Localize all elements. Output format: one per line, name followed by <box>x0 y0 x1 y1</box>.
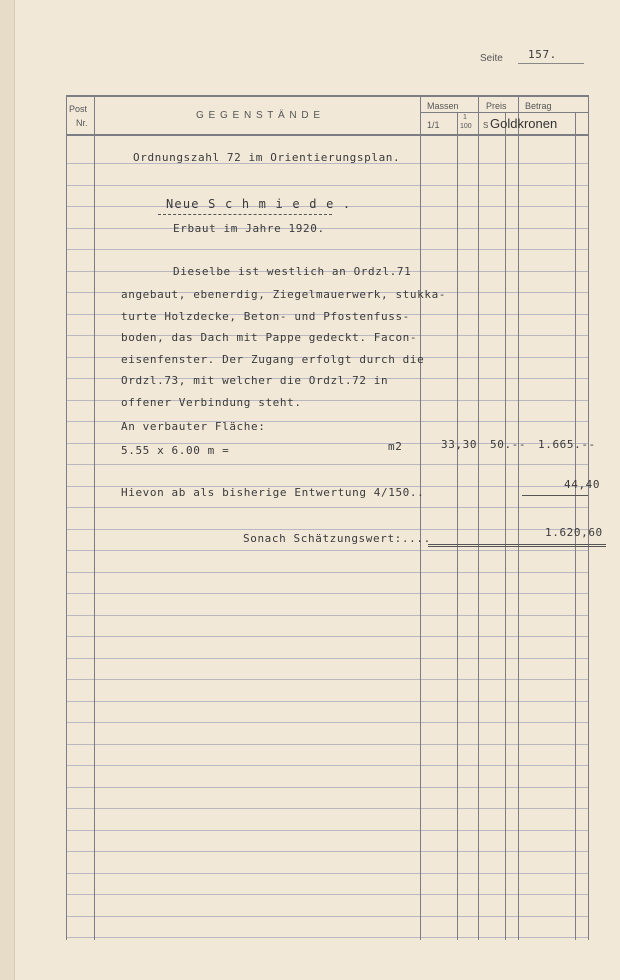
ruled-line <box>66 701 588 702</box>
area-calculation: 5.55 x 6.00 m = <box>121 444 230 457</box>
col-preis-divider <box>505 112 506 940</box>
area-label: An verbauter Fläche: <box>121 420 266 433</box>
ruled-line <box>66 916 588 917</box>
ruled-line <box>66 228 588 229</box>
result-double-underline <box>428 544 606 547</box>
ruled-line <box>66 464 588 465</box>
page-binding-edge <box>0 0 15 980</box>
page-label: Seite <box>480 53 503 64</box>
deduction-amount: 44,40 <box>564 478 601 491</box>
ruled-line <box>66 873 588 874</box>
ruled-line <box>66 507 588 508</box>
ruled-line <box>66 572 588 573</box>
ruled-line <box>66 830 588 831</box>
header-preis: Preis <box>486 101 507 111</box>
header-s: S <box>483 121 489 130</box>
table-top-border <box>66 95 588 97</box>
ruled-line <box>66 593 588 594</box>
title-underline <box>158 214 332 215</box>
ruled-line <box>66 937 588 938</box>
page-number-underline <box>518 63 584 64</box>
building-title: Neue S c h m i e d e . <box>166 197 352 211</box>
col-right-border <box>588 95 589 940</box>
result-text: Sonach Schätzungswert:.... <box>243 532 431 545</box>
description-line-3: turte Holzdecke, Beton- und Pfostenfuss- <box>121 310 410 323</box>
area-amount-value: 1.665.-- <box>538 438 596 451</box>
header-massen-whole: 1/1 <box>427 120 440 130</box>
header-nr: Nr. <box>76 118 88 128</box>
ruled-line <box>66 185 588 186</box>
col-left-border <box>66 95 67 940</box>
area-mass-value: 33,30 <box>441 438 478 451</box>
col-gegenstaende-divider <box>420 95 421 940</box>
col-preis-right <box>518 95 519 940</box>
col-massen-right <box>478 95 479 940</box>
description-line-2: angebaut, ebenerdig, Ziegelmauerwerk, stukka- <box>121 288 447 301</box>
ruled-line <box>66 808 588 809</box>
col-massen-divider <box>457 112 458 940</box>
ruled-line <box>66 851 588 852</box>
header-post: Post <box>69 104 88 114</box>
header-sub-divider <box>420 112 588 113</box>
header-massen-fraction-bottom: 100 <box>460 123 472 130</box>
col-post-divider <box>94 95 95 940</box>
description-line-6: Ordzl.73, mit welcher die Ordzl.72 in <box>121 374 389 387</box>
ordnungszahl-line: Ordnungszahl 72 im Orientierungsplan. <box>133 151 401 164</box>
ruled-line <box>66 615 588 616</box>
area-unit: m2 <box>388 440 403 453</box>
ruled-line <box>66 249 588 250</box>
ruled-line <box>66 529 588 530</box>
deduction-underline <box>522 495 588 496</box>
ruled-line <box>66 636 588 637</box>
header-goldkronen: Goldkronen <box>490 116 558 131</box>
description-line-5: eisenfenster. Der Zugang erfolgt durch die <box>121 353 425 366</box>
header-massen-fraction-top: 1 <box>463 114 467 121</box>
deduction-text: Hievon ab als bisherige Entwertung 4/150.. <box>121 486 425 499</box>
ruled-line <box>66 744 588 745</box>
ruled-line <box>66 894 588 895</box>
area-price-value: 50.-- <box>490 438 527 451</box>
ruled-line <box>66 550 588 551</box>
header-betrag: Betrag <box>525 101 552 111</box>
header-gegenstaende: G E G E N S T Ä N D E <box>196 110 322 121</box>
description-line-4: boden, das Dach mit Pappe gedeckt. Facon- <box>121 331 418 344</box>
description-line-1: Dieselbe ist westlich an Ordzl.71 <box>173 265 412 278</box>
page-number: 157. <box>528 48 557 61</box>
ruled-line <box>66 658 588 659</box>
ruled-line <box>66 787 588 788</box>
description-line-7: offener Verbindung steht. <box>121 396 302 409</box>
ruled-line <box>66 765 588 766</box>
header-bottom-border <box>66 134 588 136</box>
header-massen: Massen <box>427 101 459 111</box>
built-year: Erbaut im Jahre 1920. <box>173 222 325 235</box>
result-amount: 1.620,60 <box>545 526 603 539</box>
ruled-line <box>66 679 588 680</box>
ruled-line <box>66 722 588 723</box>
